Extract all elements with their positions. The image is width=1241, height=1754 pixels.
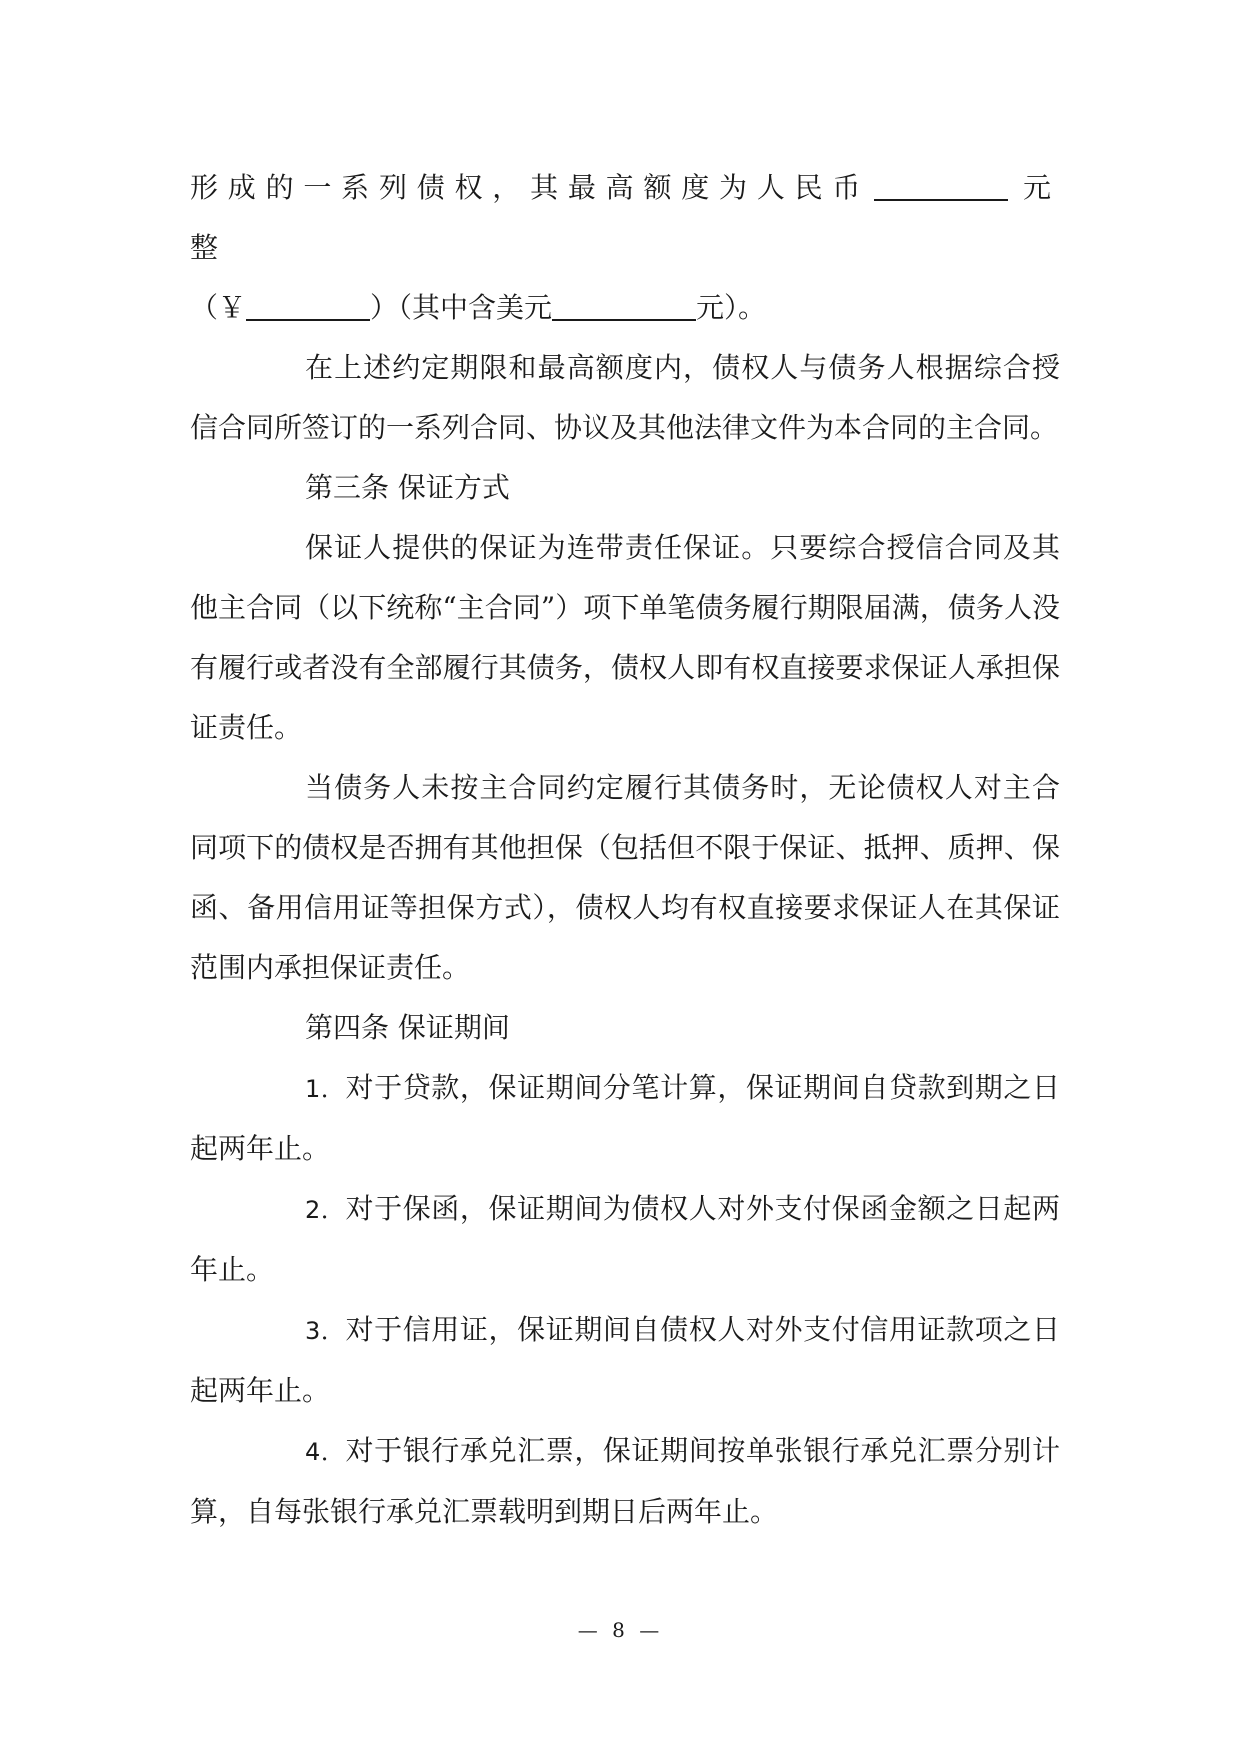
page-number: — 8 — — [577, 1618, 664, 1642]
amount-text-e: 元）。 — [696, 291, 767, 324]
list-item-letter-of-credit — [190, 1300, 1060, 1421]
document-body — [190, 158, 1060, 1542]
amount-text-a: 形成的一系列债权，其最高额度为人民币 — [190, 171, 871, 204]
paragraph-guarantee-type: 保证人提供的保证为连带责任保证。只要综合授信合同及其他主合同（以下统称“主合同”）项下单笔债务履行期限届满，债务人没有履行或者没有全部履行其债务，债权人即有权直接要求保证人承担保证责任。 — [190, 531, 1060, 744]
paragraph-guarantee-scope: 当债务人未按主合同约定履行其债务时，无论债权人对主合同项下的债权是否拥有其他担保（包括但不限于保证、抵押、质押、保函、备用信用证等担保方式），债权人均有权直接要求保证人在其保证范围内承担保证责任。 — [190, 771, 1060, 984]
yuan-symbol-blank — [246, 289, 370, 321]
amount-text-b: 元整 — [190, 171, 1060, 264]
list-item-guarantee-letter — [190, 1179, 1060, 1300]
heading-article-3: 第三条 保证方式 — [305, 471, 510, 504]
list-item-number: 2． — [305, 1196, 346, 1224]
amount-text-d: ）（其中含美元 — [370, 291, 553, 324]
usd-amount-blank — [552, 289, 696, 321]
amount-text-c: （￥ — [190, 291, 247, 324]
heading-article-4: 第四条 保证期间 — [305, 1011, 510, 1044]
list-item-text: 对于信用证，保证期间自债权人对外支付信用证款项之日起两年止。 — [190, 1313, 1060, 1407]
list-item-text: 对于银行承兑汇票，保证期间按单张银行承兑汇票分别计算，自每张银行承兑汇票载明到期日后两年止。 — [190, 1434, 1060, 1528]
paragraph-main-contract: 在上述约定期限和最高额度内，债权人与债务人根据综合授信合同所签订的一系列合同、协议及其他法律文件为本合同的主合同。 — [190, 351, 1060, 444]
paragraph-amount-line — [190, 158, 1060, 278]
list-item-number: 4． — [305, 1438, 346, 1466]
list-item-number: 3． — [305, 1317, 346, 1345]
paragraph-amount-detail — [190, 278, 1060, 338]
list-item-text: 对于保函，保证期间为债权人对外支付保函金额之日起两年止。 — [190, 1192, 1060, 1286]
list-item-loan — [190, 1058, 1060, 1179]
list-item-number: 1． — [305, 1075, 346, 1103]
rmb-amount-blank — [874, 169, 1008, 201]
list-item-bank-acceptance — [190, 1421, 1060, 1542]
list-item-text: 对于贷款，保证期间分笔计算，保证期间自贷款到期之日起两年止。 — [190, 1071, 1060, 1165]
